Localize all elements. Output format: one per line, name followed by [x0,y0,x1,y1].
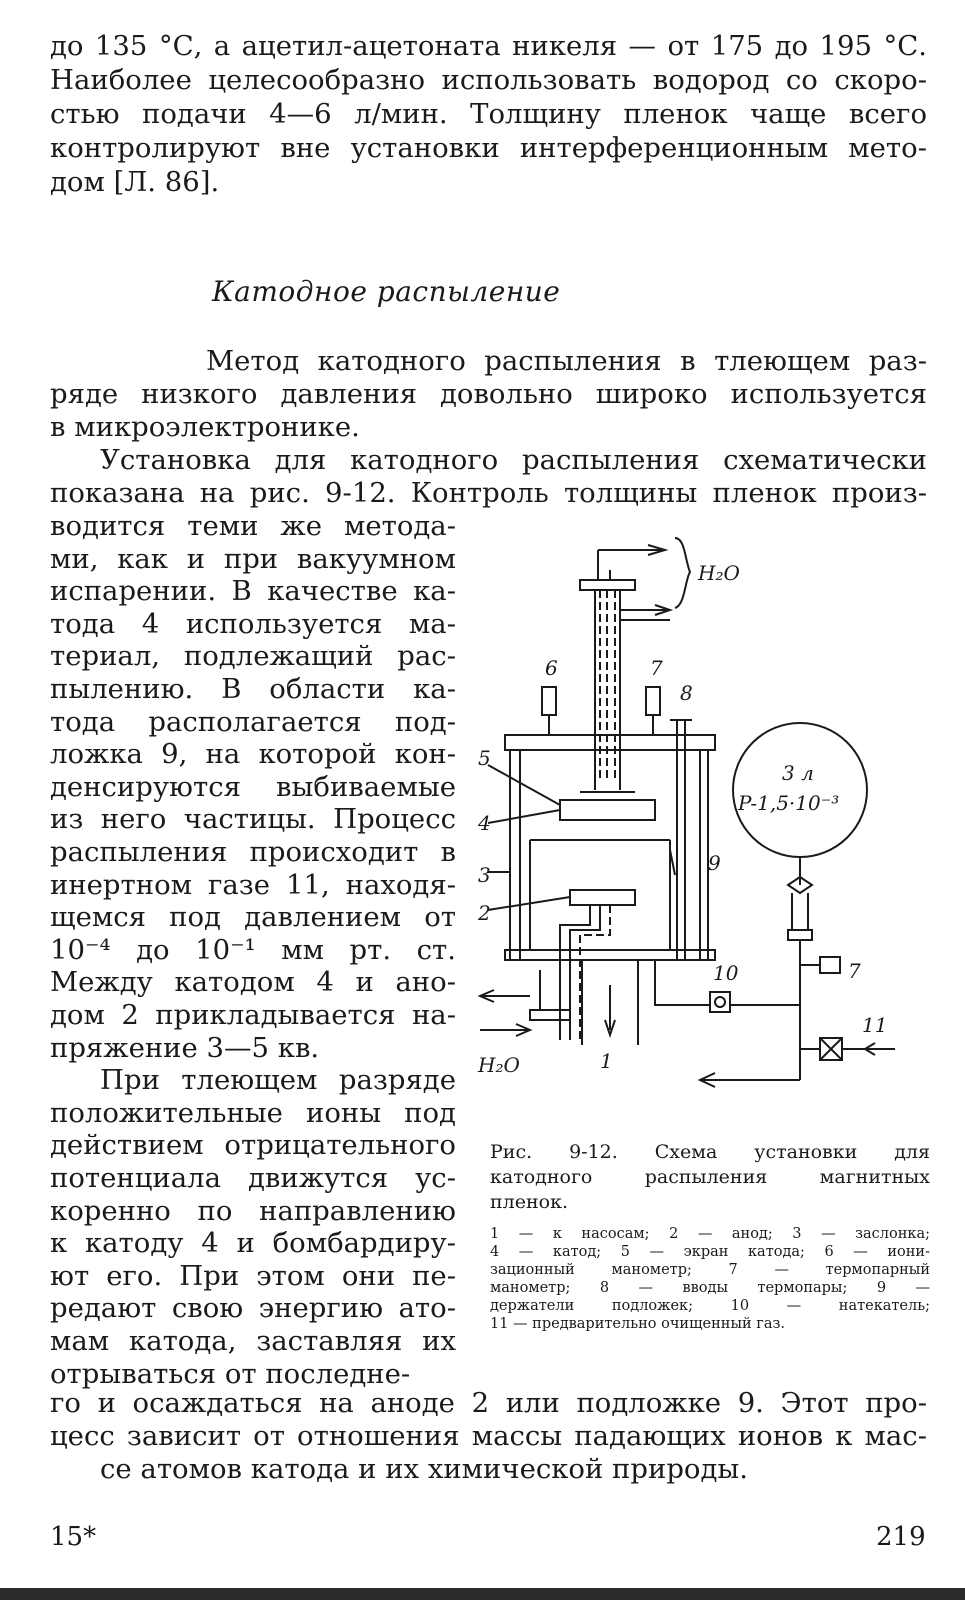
column-line: мам катода, заставляя их [50,1325,456,1357]
column-line: отрываться от последне- [50,1357,411,1390]
intro-line: до 135 °С, а ацетил-ацетоната никеля — от 175 до 195 °С. [50,30,927,62]
column-line: из него частицы. Процесс [50,803,456,836]
figure-legend-line: 4 — катод; 5 — экран катода; 6 — иони- [490,1244,930,1260]
figure-legend-line: 11 — предварительно очищенный газ. [490,1316,786,1332]
column-line: щемся под давлением от [50,901,456,934]
column-line: коренно по направлению [50,1194,456,1227]
intro-line: стью подачи 4—6 л/мин. Толщину пленок чаще всего [50,98,927,130]
label-3: 3 [478,863,491,887]
para-line: показана на рис. 9-12. Контроль толщины пленок произ- [50,477,927,509]
label-9: 9 [708,851,721,875]
label-1: 1 [600,1049,613,1073]
label-7b: 7 [848,959,861,983]
column-line: действием отрицательного [50,1129,456,1162]
column-line: пряжение 3—5 кв. [50,1031,320,1064]
column-line: тода 4 используется ма- [50,607,456,640]
column-line: положительные ионы под [50,1096,456,1129]
column-line: редают свою энергию ато- [50,1292,456,1325]
water-bottom-label: H₂O [478,1053,520,1077]
label-2: 2 [478,901,491,925]
intro-line: дом [Л. 86]. [50,166,220,198]
column-line: тода располагается под- [50,705,456,738]
column-line: Между катодом 4 и ано- [50,966,456,999]
figure-caption-line: пленок. [490,1191,568,1213]
intro-line: Наиболее целесообразно использовать водород со скоро- [50,64,927,96]
final-line: цесс зависит от отношения массы падающих ионов к мас- [50,1420,927,1452]
vessel-pressure-label: P-1,5·10⁻³ [738,791,840,815]
figure-caption-line: катодного распыления магнитных [490,1166,930,1188]
figure-legend-line: зационный манометр; 7 — термопарный [490,1262,930,1278]
column-line: ложка 9, на которой кон- [50,738,456,771]
para-line: Метод катодного распыления в тлеющем раз- [206,345,927,377]
column-line: териал, подлежащий рас- [50,640,456,673]
intro-line: контролируют вне установки интерференционным мето- [50,132,927,164]
column-line: дом 2 прикладывается на- [50,999,456,1031]
section-heading: Катодное распыление [212,275,561,308]
final-line: го и осаждаться на аноде 2 или подложке 9. Этот про- [50,1387,927,1419]
para-line: ряде низкого давления довольно широко используется [50,378,927,410]
figure-legend-line: 1 — к насосам; 2 — анод; 3 — заслонка; [490,1226,930,1242]
column-line: ми, как и при вакуумном [50,542,456,575]
column-line: При тлеющем разряде [100,1064,456,1097]
column-line: 10⁻⁴ до 10⁻¹ мм рт. ст. [50,933,456,966]
column-line: испарении. В качестве ка- [50,575,456,608]
signature-mark: 15* [50,1522,97,1552]
column-line: денсируются выбиваемые [50,770,456,803]
column-line: потенциала движутся ус- [50,1162,456,1194]
column-line: к катоду 4 и бомбардиру- [50,1227,456,1260]
water-top-label: H₂O [698,561,740,585]
column-line: инертном газе 11, находя- [50,868,456,901]
label-11: 11 [862,1013,888,1037]
label-7a: 7 [650,656,663,680]
label-6: 6 [545,656,558,680]
sputtering-apparatus-diagram [470,520,940,1120]
label-5: 5 [478,746,491,770]
scan-edge [0,1588,965,1600]
column-line: ют его. При этом они пе- [50,1259,456,1292]
para-line: Установка для катодного распыления схематически [100,444,927,476]
final-line: се атомов катода и их химической природы. [100,1453,749,1485]
column-line: пылению. В области ка- [50,673,456,705]
label-10: 10 [713,961,739,985]
label-4: 4 [478,811,491,835]
column-line: водится теми же метода- [50,510,456,542]
para-line: в микроэлектронике. [50,411,360,443]
label-8: 8 [680,681,693,705]
page-number: 219 [876,1522,926,1552]
figure-caption-line: Рис. 9-12. Схема установки для [490,1141,930,1163]
figure-legend-line: держатели подложек; 10 — натекатель; [490,1298,930,1314]
column-line: распыления происходит в [50,836,456,868]
figure-legend-line: манометр; 8 — вводы термопары; 9 — [490,1280,930,1296]
vessel-volume-label: 3 л [782,761,814,785]
